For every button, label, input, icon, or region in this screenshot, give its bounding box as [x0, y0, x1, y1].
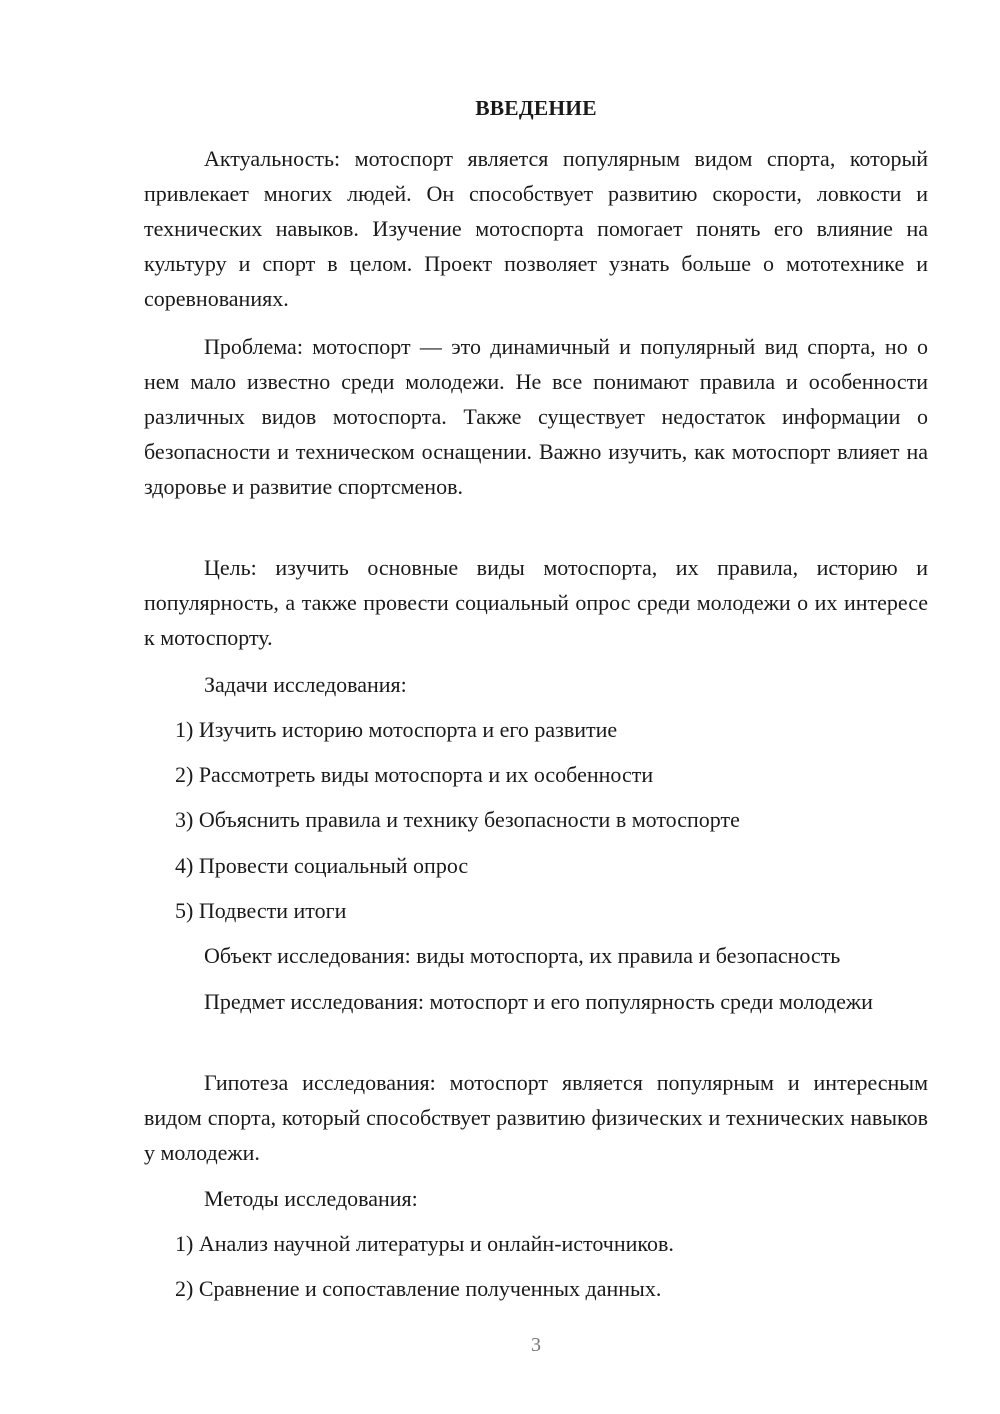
- method-item-2: 2) Сравнение и сопоставление полученных данных.: [175, 1276, 662, 1301]
- page-number: 3: [531, 1334, 541, 1356]
- task-item-3: 3) Объяснить правила и технику безопасности в мотоспорте: [175, 807, 740, 832]
- task-item-2: 2) Рассмотреть виды мотоспорта и их особенности: [175, 762, 654, 787]
- tasks-heading: Задачи исследования:: [204, 672, 407, 697]
- relevance-paragraph: Актуальность: мотоспорт является популярным видом спорта, который привлекает многих людей. Он способствует развитию скорости, ловкости и технических навыков. Изучение мотоспорта помогает понять его влияние на культуру и спорт в целом. Проект позволяет узнать больше о мототехнике и соревнованиях.: [144, 146, 928, 311]
- page-title: ВВЕДЕНИЕ: [475, 96, 597, 120]
- problem-paragraph: Проблема: мотоспорт — это динамичный и популярный вид спорта, но о нем мало известно среди молодежи. Не все понимают правила и особенности различных видов мотоспорта. Также существует недостаток информации о безопасности и техническом оснащении. Важно изучить, как мотоспорт влияет на здоровье и развитие спортсменов.: [144, 334, 928, 499]
- task-item-1: 1) Изучить историю мотоспорта и его развитие: [175, 717, 618, 742]
- hypothesis-paragraph: Гипотеза исследования: мотоспорт является популярным и интересным видом спорта, который способствует развитию физических и технических навыков у молодежи.: [144, 1070, 928, 1165]
- object-paragraph: Объект исследования: виды мотоспорта, их правила и безопасность: [204, 943, 841, 968]
- methods-heading: Методы исследования:: [204, 1186, 418, 1211]
- subject-paragraph: Предмет исследования: мотоспорт и его популярность среди молодежи: [204, 989, 873, 1014]
- task-item-5: 5) Подвести итоги: [175, 898, 347, 923]
- goal-paragraph: Цель: изучить основные виды мотоспорта, их правила, историю и популярность, а также провести социальный опрос среди молодежи о их интересе к мотоспорту.: [144, 555, 928, 650]
- task-item-4: 4) Провести социальный опрос: [175, 853, 469, 878]
- method-item-1: 1) Анализ научной литературы и онлайн-источников.: [175, 1231, 674, 1256]
